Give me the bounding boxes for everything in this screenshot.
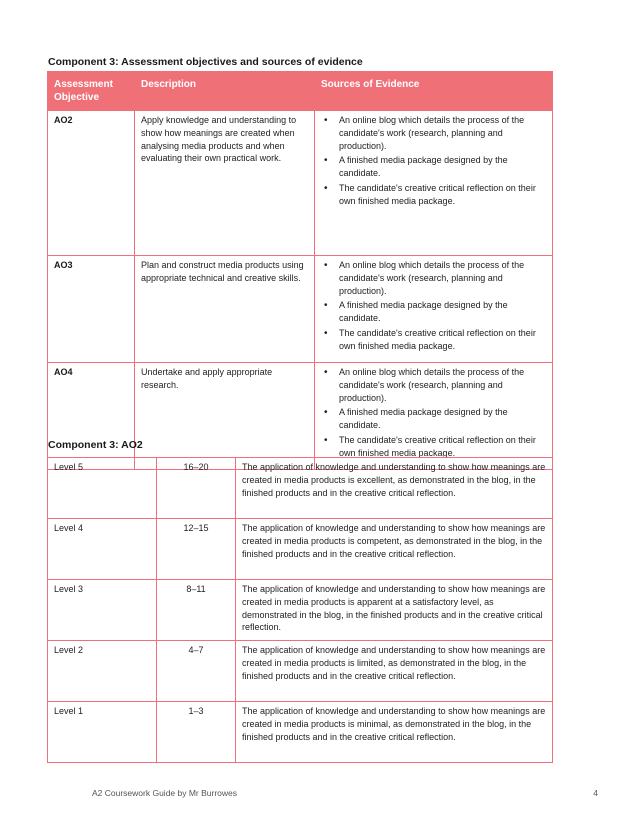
level-descriptor: The application of knowledge and understanding to show how meanings are created in media products is limited, as demonstrated in the blog, in the finished products and in the creative critical reflection. xyxy=(236,641,553,702)
level-marks: 1–3 xyxy=(157,702,236,763)
footer-title: A2 Coursework Guide by Mr Burrowes xyxy=(92,788,238,798)
level-label: Level 4 xyxy=(48,519,157,580)
level-label: Level 5 xyxy=(48,458,157,519)
level-descriptor: The application of knowledge and understanding to show how meanings are created in media products is competent, as demonstrated in the blog, in the finished products and in the creative critical reflection. xyxy=(236,519,553,580)
table-row xyxy=(48,458,553,519)
level-marks: 4–7 xyxy=(157,641,236,702)
evidence-item: • The candidate's creative critical reflection on their own finished media package. xyxy=(321,327,546,353)
objectives-table xyxy=(47,71,553,470)
header-sources-of-evidence: Sources of Evidence xyxy=(315,72,553,111)
table-row xyxy=(48,702,553,763)
header-assessment-objective: Assessment Objective xyxy=(48,72,135,111)
header-description: Description xyxy=(135,72,315,111)
ao-description: Undertake and apply appropriate research. xyxy=(135,363,315,470)
ao2-heading: Component 3: AO2 xyxy=(48,439,143,451)
level-marks: 12–15 xyxy=(157,519,236,580)
ao-description: Apply knowledge and understanding to show how meanings are created when analysing media products and when evaluating their own practical work. xyxy=(135,111,315,256)
ao-evidence xyxy=(315,256,553,363)
table-row xyxy=(48,519,553,580)
table-row xyxy=(48,111,553,256)
page-number: 4 xyxy=(593,788,598,798)
level-descriptor: The application of knowledge and understanding to show how meanings are created in media products is excellent, as demonstrated in the blog, in the finished products and in the creative critical reflection. xyxy=(236,458,553,519)
evidence-item: • An online blog which details the process of the candidate's work (research, planning and production). xyxy=(321,114,546,152)
evidence-item: • An online blog which details the process of the candidate's work (research, planning and production). xyxy=(321,259,546,297)
evidence-item: • The candidate's creative critical reflection on their own finished media package. xyxy=(321,182,546,208)
ao-evidence xyxy=(315,111,553,256)
objectives-header-row xyxy=(48,72,553,111)
table-row xyxy=(48,363,553,470)
ao-code: AO3 xyxy=(48,256,135,363)
ao-description: Plan and construct media products using appropriate technical and creative skills. xyxy=(135,256,315,363)
level-marks: 16–20 xyxy=(157,458,236,519)
evidence-item: • A finished media package designed by the candidate. xyxy=(321,154,546,180)
ao-code: AO4 xyxy=(48,363,135,470)
table-row xyxy=(48,641,553,702)
ao-evidence xyxy=(315,363,553,470)
evidence-item: • A finished media package designed by the candidate. xyxy=(321,406,546,432)
evidence-item: • A finished media package designed by the candidate. xyxy=(321,299,546,325)
level-label: Level 1 xyxy=(48,702,157,763)
level-descriptor: The application of knowledge and understanding to show how meanings are created in media products is minimal, as demonstrated in the blog, in the finished products and in the creative critical reflection. xyxy=(236,702,553,763)
level-label: Level 2 xyxy=(48,641,157,702)
table-row xyxy=(48,580,553,641)
level-marks: 8–11 xyxy=(157,580,236,641)
objectives-heading: Component 3: Assessment objectives and sources of evidence xyxy=(48,56,363,68)
evidence-item: • An online blog which details the process of the candidate's work (research, planning and production). xyxy=(321,366,546,404)
level-label: Level 3 xyxy=(48,580,157,641)
ao2-levels-table xyxy=(47,457,553,763)
ao-code: AO2 xyxy=(48,111,135,256)
evidence-item: • The candidate's creative critical reflection on their own finished media package. xyxy=(321,434,546,460)
level-descriptor: The application of knowledge and understanding to show how meanings are created in media products is apparent at a satisfactory level, as demonstrated in the blog, in the finished products and in the creative critical reflection. xyxy=(236,580,553,641)
table-row xyxy=(48,256,553,363)
